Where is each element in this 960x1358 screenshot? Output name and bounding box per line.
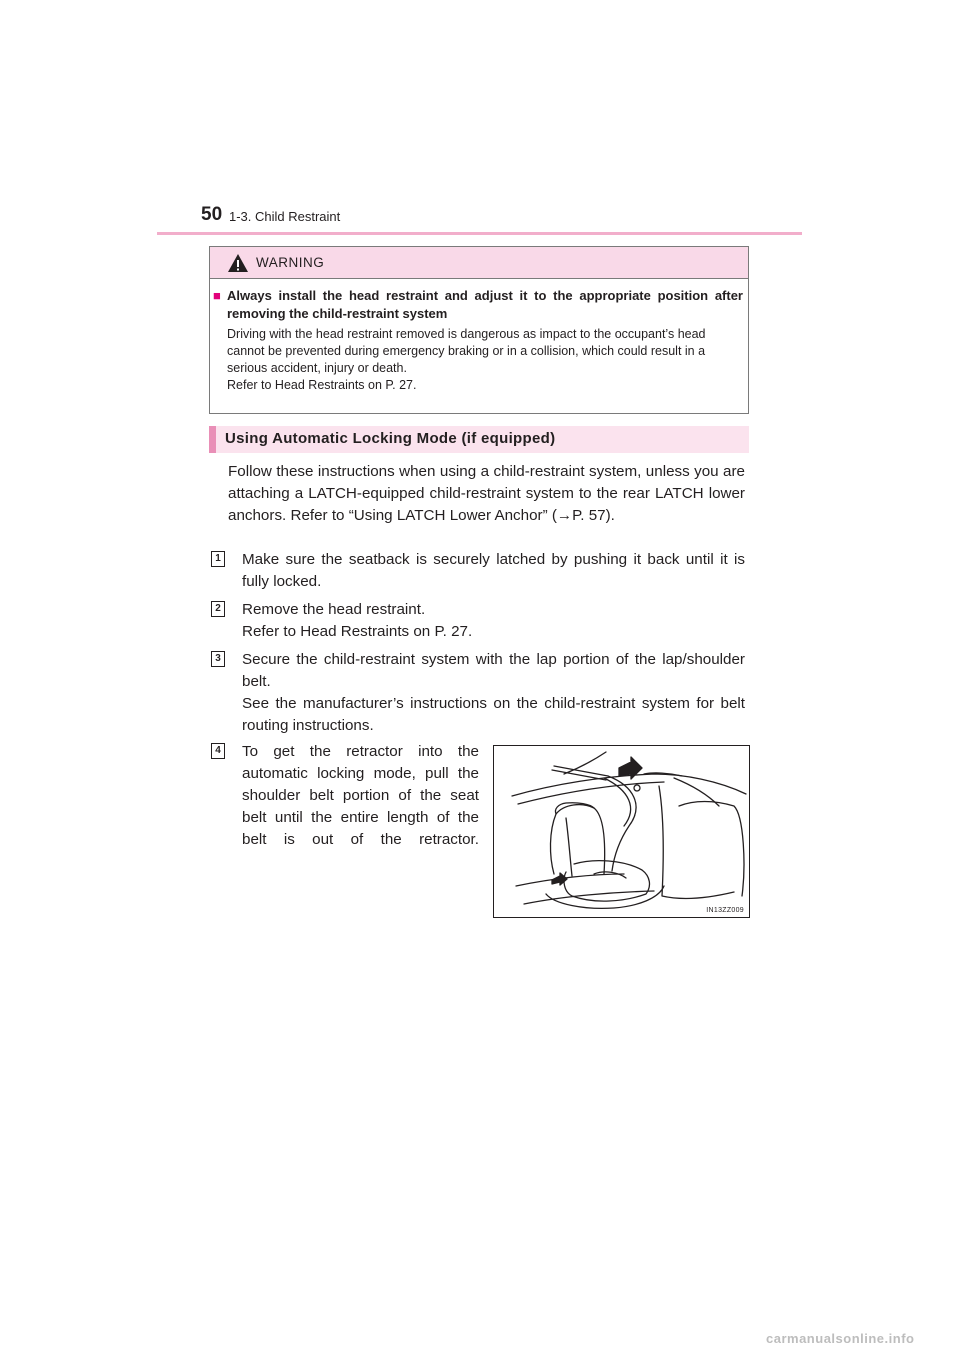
step-3-note: See the manufacturer’s instructions on the child-restraint system for belt routing instructions. (242, 695, 745, 734)
step-text-3 (242, 649, 745, 737)
step-2-note: Refer to Head Restraints on P. 27. (242, 623, 473, 640)
section-heading (209, 426, 749, 453)
watermark: carmanualsonline.info (766, 1331, 915, 1346)
warning-reference: Refer to Head Restraints on P. 27. (227, 378, 417, 392)
step-text-1: Make sure the seatback is securely latched by pushing it back until it is fully locked. (242, 551, 745, 590)
warning-description: Driving with the head restraint removed is dangerous as impact to the occupant’s head cannot be prevented during emergency braking or in a collision, which could result in a serious accident, injury or death. (227, 327, 706, 375)
intro-paragraph: Follow these instructions when using a child-restraint system, unless you are attaching a LATCH-equipped child-restraint system to the rear LATCH lower anchors. Refer to “Using LATCH Lower Anchor” (→P. 57). (228, 463, 745, 524)
warning-text (227, 326, 743, 394)
step-3-main: Secure the child-restraint system with the lap portion of the lap/shoulder belt. (242, 651, 745, 690)
step-text-4: To get the retractor into the automatic locking mode, pull the shoulder belt portion of the seat belt until the entire length of the belt is out of the retractor. (242, 743, 479, 848)
child-seat-figure (493, 745, 750, 918)
page-number: 50 (201, 204, 223, 225)
step-number-3: 3 (211, 651, 225, 667)
header-rule (157, 232, 802, 235)
step-text-2 (242, 599, 745, 643)
step-number-2: 2 (211, 601, 225, 617)
warning-header (210, 247, 748, 279)
step-2-main: Remove the head restraint. (242, 601, 426, 618)
section-heading-text: Using Automatic Locking Mode (if equipped) (225, 430, 556, 447)
warning-label: WARNING (256, 255, 325, 270)
section-title: 1-3. Child Restraint (229, 209, 341, 224)
child-seat-illustration-icon (494, 746, 750, 918)
figure-code: IN13ZZ009 (706, 907, 744, 914)
step-number-4: 4 (211, 743, 225, 759)
warning-heading: Always install the head restraint and adjust it to the appropriate position after removing the child-restraint system (227, 288, 743, 321)
warning-triangle-icon (227, 253, 249, 273)
warning-box (209, 246, 749, 414)
warning-bullet-icon: ■ (213, 288, 221, 303)
step-number-1: 1 (211, 551, 225, 567)
